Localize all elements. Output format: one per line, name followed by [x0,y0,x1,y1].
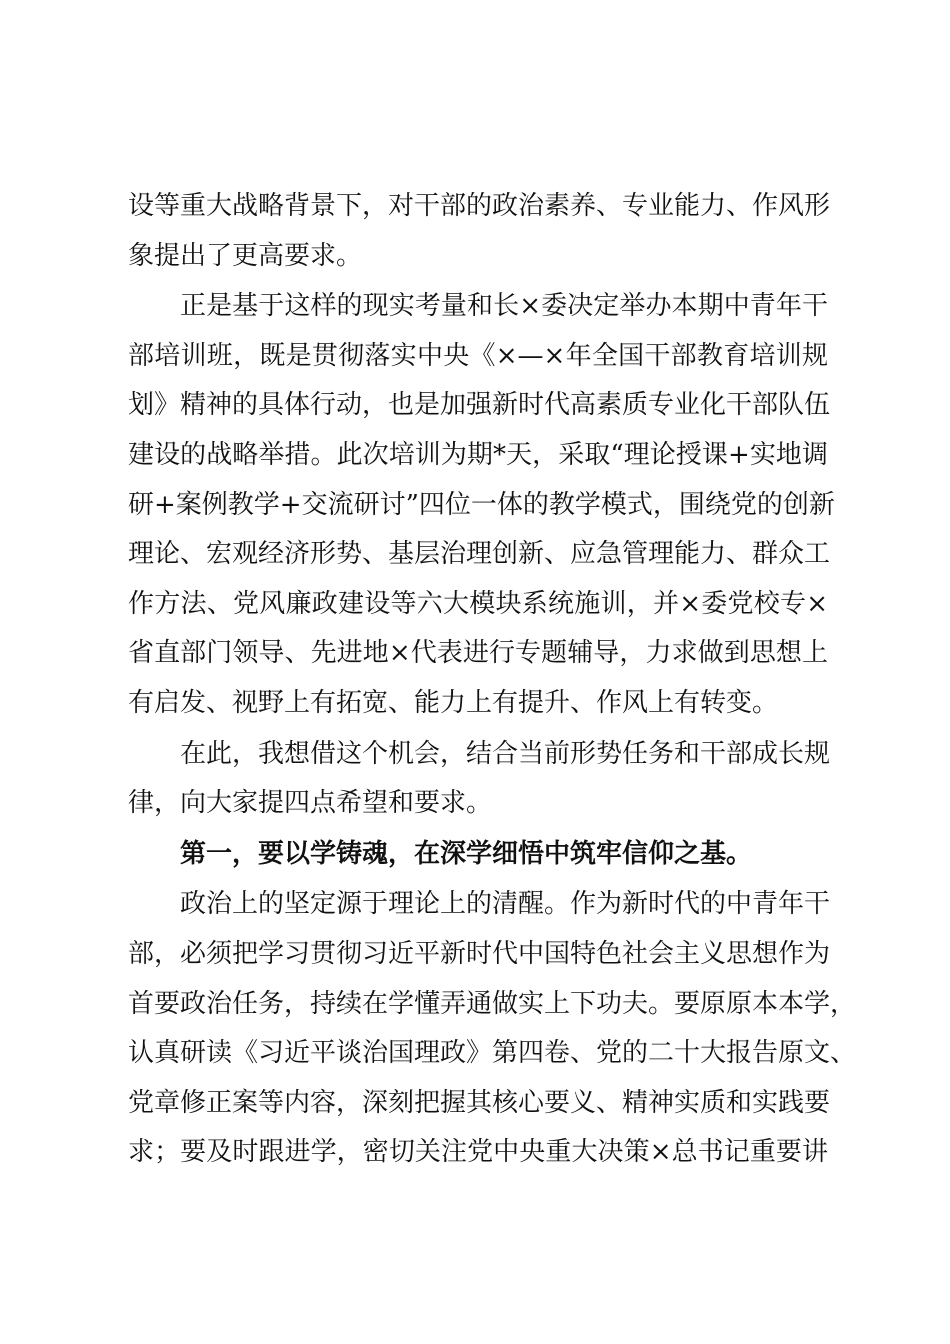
text-line: 设等重大战略背景下，对干部的政治素养、专业能力、作风形 [128,191,831,221]
text-line: 正是基于这样的现实考量和长×委决定举办本期中青年干 [180,291,828,322]
paragraph-training-overview [128,282,835,728]
text-line: 部，必须把学习贯彻习近平新时代中国特色社会主义思想作为 [128,938,831,969]
text-line: 作方法、党风廉政建设等六大模块系统施训，并×委党校专× [128,588,828,619]
text-line: 研+案例教学+交流研讨”四位一体的教学模式，围绕党的创新 [128,489,835,520]
text-line: 划》精神的具体行动，也是加强新时代高素质专业化干部队伍 [128,390,831,421]
text-line: 政治上的坚定源于理论上的清醒。作为新时代的中青年干 [180,889,831,920]
text-line: 象提出了更高要求。 [128,240,363,271]
text-line: 理论、宏观经济形势、基层治理创新、应急管理能力、群众工 [128,539,831,570]
text-line: 首要政治任务，持续在学懂弄通做实上下功夫。要原原本本学， [128,988,857,1019]
paragraph-theory-study [128,880,857,1178]
text-line: 有启发、视野上有拓宽、能力上有提升、作风上有转变。 [128,687,779,718]
text-line: 律，向大家提四点希望和要求。 [128,788,493,819]
text-line: 认真研读《习近平谈治国理政》第四卷、党的二十大报告原文、 [128,1038,857,1069]
text-line: 党章修正案等内容，深刻把握其核心要义、精神实质和实践要 [128,1087,831,1118]
text-line: 求；要及时跟进学，密切关注党中央重大决策×总书记重要讲 [128,1137,828,1168]
text-line: 省直部门领导、先进地×代表进行专题辅导，力求做到思想上 [128,638,828,669]
section-heading [128,830,828,880]
document-body [128,182,857,1178]
text-line: 在此，我想借这个机会，结合当前形势任务和干部成长规 [180,738,831,769]
text-line: 部培训班，既是贯彻落实中央《×—×年全国干部教育培训规 [128,340,828,371]
paragraph-continuation [128,182,831,281]
paragraph-requirements-intro [128,730,831,829]
heading-line: 第一，要以学铸魂，在深学细悟中筑牢信仰之基。 [180,838,753,869]
text-line: 建设的战略举措。此次培训为期*天，采取“理论授课+实地调 [128,439,828,470]
